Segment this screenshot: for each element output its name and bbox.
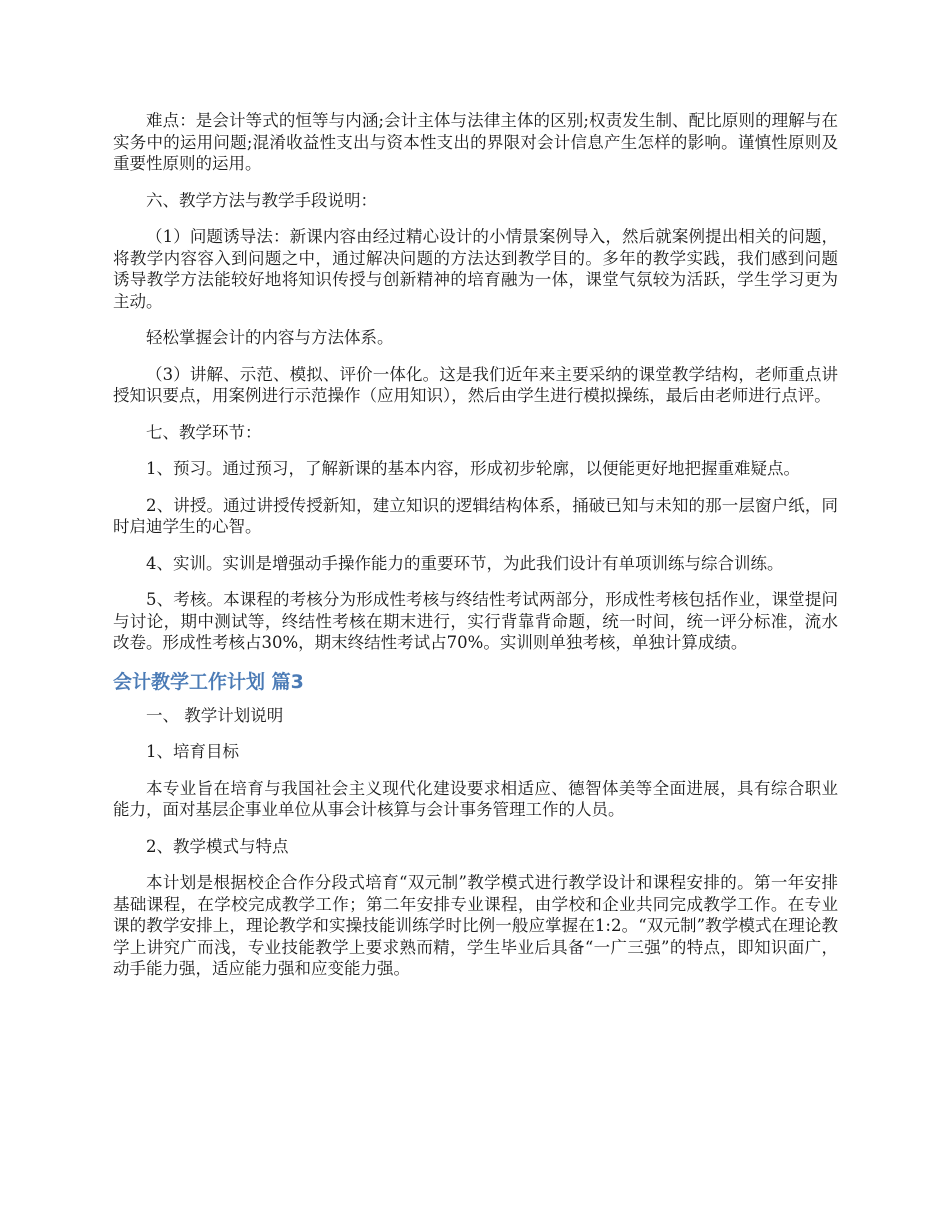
- section-heading: 会计教学工作计划 篇3: [113, 670, 304, 693]
- document-page: [113, 110, 838, 995]
- paragraph-training-goal-title: 1、培育目标: [146, 742, 239, 761]
- paragraph-practice: 4、实训。实训是增强动手操作能力的重要环节，为此我们设计有单项训练与综合训练。: [146, 553, 784, 573]
- paragraph-training-goal: 本专业旨在培育与我国社会主义现代化建设要求相适应、德智体美等全面进展，具有综合职业能力，面对基层企事业单位从事会计核算与会计事务管理工作的人员。: [113, 778, 838, 819]
- paragraph-difficulties: 难点：是会计等式的恒等与内涵;会计主体与法律主体的区别;权责发生制、配比原则的理解与在实务中的运用问题;混淆收益性支出与资本性支出的界限对会计信息产生怎样的影响。谨慎性原则及重要性原则的运用。: [113, 111, 838, 173]
- paragraph-plan-description: 一、 教学计划说明: [146, 705, 284, 725]
- paragraph-integrated-teaching: （3）讲解、示范、模拟、评价一体化。这是我们近年来主要采纳的课堂教学结构，老师重点讲授知识要点，用案例进行示范操作（应用知识），然后由学生进行模拟操练，最后由老师进行点评。: [113, 364, 838, 405]
- paragraph-lecture: 2、讲授。通过讲授传授新知，建立知识的逻辑结构体系，捅破已知与未知的那一层窗户纸，同时启迪学生的心智。: [113, 495, 838, 536]
- paragraph-preview: 1、预习。通过预习，了解新课的基本内容，形成初步轮廓，以便能更好地把握重难疑点。: [146, 459, 800, 478]
- paragraph-problem-guided-method: （1）问题诱导法：新课内容由经过精心设计的小情景案例导入，然后就案例提出相关的问题，将教学内容容入到问题之中，通过解决问题的方法达到教学目的。多年的教学实践，我们感到问题诱导教学方法能较好地将知识传授与创新精神的培育融为一体，课堂气氛较为活跃，学生学习更为主动。: [113, 227, 838, 311]
- paragraph-teaching-mode-title: 2、教学模式与特点: [146, 836, 289, 856]
- paragraph-content-system: 轻松掌握会计的内容与方法体系。: [146, 328, 394, 347]
- paragraph-assessment: 5、考核。本课程的考核分为形成性考核与终结性考试两部分，形成性考核包括作业，课堂提问与讨论，期中测试等，终结性考核在期末进行，实行背靠背命题，统一时间，统一评分标准，流水改卷。形成性考核占30%，期末终结性考试占70%。实训则单独考核，单独计算成绩。: [113, 590, 838, 652]
- paragraph-section-seven-title: 七、教学环节：: [146, 422, 262, 442]
- paragraph-section-six-title: 六、教学方法与教学手段说明：: [146, 190, 377, 210]
- paragraph-teaching-mode: 本计划是根据校企合作分段式培育“双元制”教学模式进行教学设计和课程安排的。第一年安排基础课程，在学校完成教学工作；第二年安排专业课程，由学校和企业共同完成教学工作。在专业课的教学安排上，理论教学和实操技能训练学时比例一般应掌握在1:2。“双元制”教学模式在理论教学上讲究广而浅，专业技能教学上要求熟而精，学生毕业后具备“一广三强”的特点，即知识面广，动手能力强，适应能力强和应变能力强。: [113, 873, 838, 978]
